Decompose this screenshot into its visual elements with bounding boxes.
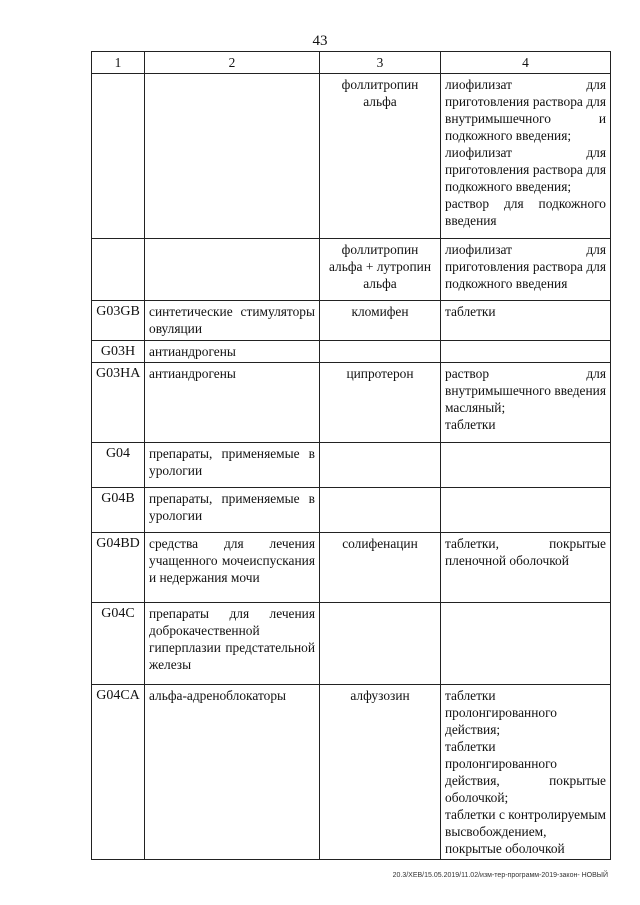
drug-name-cell: солифенацин xyxy=(320,533,441,603)
header-col-2: 2 xyxy=(145,52,320,74)
atc-code-cell: G04B xyxy=(92,488,145,533)
dosage-form-line: таблетки с контролируемым высвобождением, покрытые оболочкой xyxy=(445,807,606,856)
atc-code-cell: G03H xyxy=(92,341,145,363)
header-col-1: 1 xyxy=(92,52,145,74)
table-row xyxy=(92,533,611,603)
group-name-cell: альфа-адреноблокаторы xyxy=(145,685,320,860)
dosage-form-cell xyxy=(441,685,611,860)
drug-name-cell: алфузозин xyxy=(320,685,441,860)
drug-name-cell: фоллитропин альфа + лутропин альфа xyxy=(320,239,441,301)
dosage-form-cell xyxy=(441,533,611,603)
atc-code-cell: G04BD xyxy=(92,533,145,603)
table-row xyxy=(92,363,611,443)
table-row xyxy=(92,488,611,533)
atc-code-cell: G03GB xyxy=(92,301,145,341)
dosage-form-line: лиофилизат для приготовления раствора для подкожного введения; xyxy=(445,145,606,194)
drug-name-cell: ципротерон xyxy=(320,363,441,443)
dosage-form-line: таблетки xyxy=(445,304,496,319)
table-header-row xyxy=(92,52,611,74)
atc-code-cell xyxy=(92,239,145,301)
dosage-form-line: таблетки, покрытые пленочной оболочкой xyxy=(445,536,606,568)
table-row xyxy=(92,341,611,363)
dosage-form-cell xyxy=(441,239,611,301)
group-name-cell: препараты, применяемые в урологии xyxy=(145,443,320,488)
atc-code-cell xyxy=(92,74,145,239)
dosage-form-cell xyxy=(441,488,611,533)
table-row xyxy=(92,74,611,239)
dosage-form-line: лиофилизат для приготовления раствора для внутримышечного и подкожного введения; xyxy=(445,77,606,143)
atc-code-cell: G03HA xyxy=(92,363,145,443)
dosage-form-line: лиофилизат для приготовления раствора для подкожного введения xyxy=(445,242,606,291)
dosage-form-cell xyxy=(441,363,611,443)
header-col-4: 4 xyxy=(441,52,611,74)
dosage-form-line: таблетки пролонгированного действия, покрытые оболочкой; xyxy=(445,739,606,805)
group-name-cell: препараты, применяемые в урологии xyxy=(145,488,320,533)
header-col-3: 3 xyxy=(320,52,441,74)
atc-code-cell: G04CA xyxy=(92,685,145,860)
dosage-form-line: таблетки xyxy=(445,417,496,432)
dosage-form-cell xyxy=(441,341,611,363)
dosage-form-line: раствор для подкожного введения xyxy=(445,196,606,228)
group-name-cell: антиандрогены xyxy=(145,341,320,363)
dosage-form-cell xyxy=(441,443,611,488)
dosage-form-line: раствор для внутримышечного введения масляный; xyxy=(445,366,606,415)
drug-classification-table xyxy=(91,51,611,860)
table-body xyxy=(92,74,611,860)
table-row xyxy=(92,603,611,685)
drug-name-cell xyxy=(320,443,441,488)
dosage-form-cell xyxy=(441,301,611,341)
group-name-cell xyxy=(145,239,320,301)
drug-name-cell xyxy=(320,603,441,685)
dosage-form-line: таблетки пролонгированного действия; xyxy=(445,688,557,737)
drug-name-cell: фоллитропин альфа xyxy=(320,74,441,239)
table-row xyxy=(92,685,611,860)
table-row xyxy=(92,239,611,301)
footer-file-path: 20.3/ХЕВ/15.05.2019/11.02/изм-тер-программ-2019-закон- НОВЫЙ xyxy=(392,872,608,879)
table-row xyxy=(92,301,611,341)
group-name-cell xyxy=(145,74,320,239)
dosage-form-cell xyxy=(441,74,611,239)
drug-name-cell: кломифен xyxy=(320,301,441,341)
page-number: 43 xyxy=(312,33,328,49)
drug-name-cell xyxy=(320,341,441,363)
group-name-cell: антиандрогены xyxy=(145,363,320,443)
drug-name-cell xyxy=(320,488,441,533)
table-row xyxy=(92,443,611,488)
group-name-cell: препараты для лечения доброкачественной гиперплазии предстательной железы xyxy=(145,603,320,685)
atc-code-cell: G04 xyxy=(92,443,145,488)
atc-code-cell: G04C xyxy=(92,603,145,685)
group-name-cell: средства для лечения учащенного мочеиспускания и недержания мочи xyxy=(145,533,320,603)
group-name-cell: синтетические стимуляторы овуляции xyxy=(145,301,320,341)
dosage-form-cell xyxy=(441,603,611,685)
